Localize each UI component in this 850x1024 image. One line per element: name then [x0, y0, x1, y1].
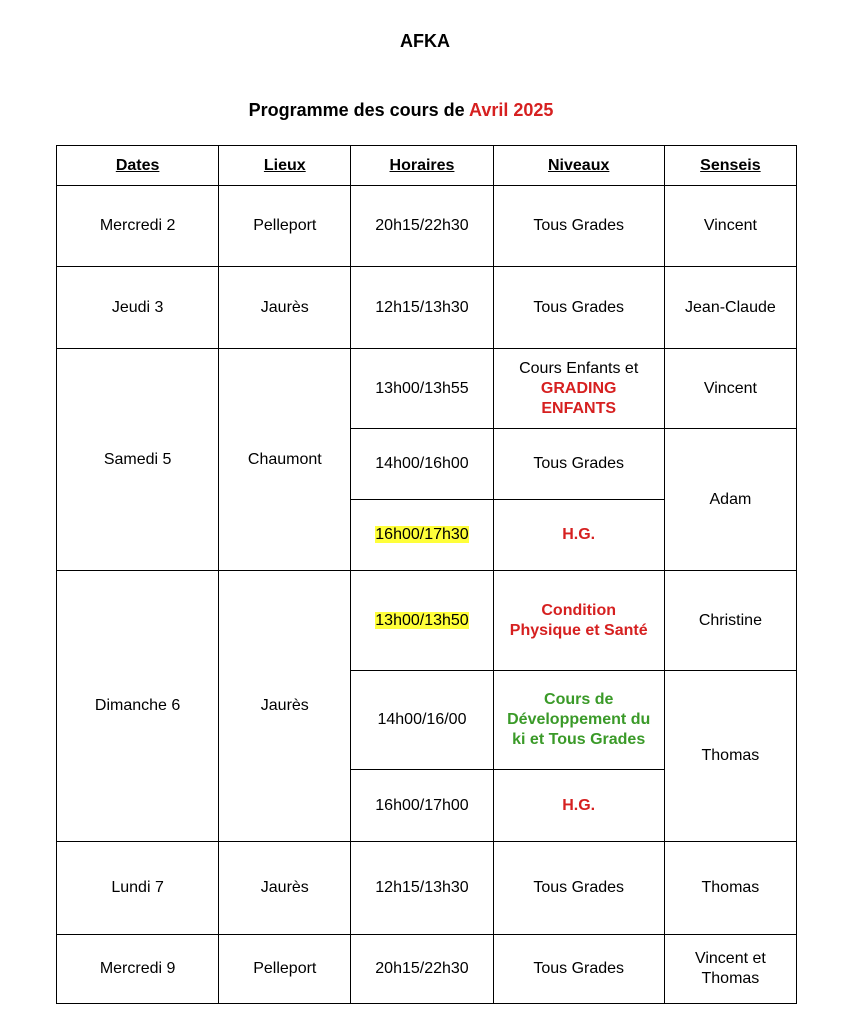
- niveau-cell: Tous Grades: [493, 186, 664, 267]
- highlighted-time: 13h00/13h50: [375, 611, 469, 629]
- niveau-line: GRADING: [540, 379, 617, 397]
- niveau-line: Développement du: [507, 711, 651, 728]
- date-cell: Samedi 5: [57, 349, 219, 571]
- niveau-cell: [493, 349, 664, 429]
- sensei-line: Vincent et: [694, 950, 766, 967]
- niveau-line: Condition: [541, 601, 616, 619]
- horaire-cell: 12h15/13h30: [351, 842, 493, 935]
- table-row: [57, 349, 797, 429]
- date-cell: Mercredi 2: [57, 186, 219, 267]
- lieu-cell: Chaumont: [219, 349, 351, 571]
- sensei-cell: Jean-Claude: [664, 267, 796, 349]
- lieu-cell: Jaurès: [219, 267, 351, 349]
- header-dates: Dates: [57, 146, 219, 186]
- horaire-cell: 13h00/13h55: [351, 349, 493, 429]
- sensei-cell: Vincent: [664, 349, 796, 429]
- horaire-cell: 20h15/22h30: [351, 935, 493, 1004]
- page-title: [0, 100, 802, 121]
- header-niveaux: Niveaux: [493, 146, 664, 186]
- date-cell: Dimanche 6: [57, 571, 219, 842]
- table-row: [57, 842, 797, 935]
- header-horaires: Horaires: [351, 146, 493, 186]
- date-cell: Mercredi 9: [57, 935, 219, 1004]
- table-row: [57, 267, 797, 349]
- lieu-cell: Pelleport: [219, 186, 351, 267]
- niveau-line: Cours de: [544, 691, 614, 708]
- horaire-cell: [351, 500, 493, 571]
- horaire-cell: 12h15/13h30: [351, 267, 493, 349]
- niveau-cell: Tous Grades: [493, 935, 664, 1004]
- sensei-cell: Vincent: [664, 186, 796, 267]
- table-row: [57, 186, 797, 267]
- niveau-line: ENFANTS: [541, 399, 617, 417]
- organization-name: AFKA: [400, 31, 450, 51]
- sensei-cell: Thomas: [664, 842, 796, 935]
- niveau-cell: H.G.: [493, 500, 664, 571]
- horaire-cell: 14h00/16/00: [351, 671, 493, 770]
- niveau-cell: [493, 671, 664, 770]
- header-senseis: Senseis: [664, 146, 796, 186]
- date-cell: Lundi 7: [57, 842, 219, 935]
- horaire-cell: 16h00/17h00: [351, 770, 493, 842]
- schedule-table: [56, 145, 797, 1004]
- niveau-cell: H.G.: [493, 770, 664, 842]
- horaire-cell: 20h15/22h30: [351, 186, 493, 267]
- header-row: [57, 146, 797, 186]
- niveau-cell: [493, 571, 664, 671]
- sensei-line: Thomas: [701, 970, 760, 987]
- title-month: Avril 2025: [469, 100, 554, 120]
- title-prefix: Programme des cours de: [248, 100, 469, 120]
- lieu-cell: Jaurès: [219, 842, 351, 935]
- niveau-line: ki et Tous Grades: [512, 731, 646, 748]
- niveau-cell: Tous Grades: [493, 267, 664, 349]
- lieu-cell: Pelleport: [219, 935, 351, 1004]
- niveau-cell: Tous Grades: [493, 429, 664, 500]
- horaire-cell: 14h00/16h00: [351, 429, 493, 500]
- table-row: [57, 571, 797, 671]
- header-lieux: Lieux: [219, 146, 351, 186]
- sensei-cell: [664, 935, 796, 1004]
- horaire-cell: [351, 571, 493, 671]
- table-row: [57, 935, 797, 1004]
- lieu-cell: Jaurès: [219, 571, 351, 842]
- sensei-cell: Thomas: [664, 671, 796, 842]
- sensei-cell: Adam: [664, 429, 796, 571]
- niveau-line: Physique et Santé: [509, 621, 648, 639]
- niveau-line: Cours Enfants et: [519, 359, 639, 377]
- date-cell: Jeudi 3: [57, 267, 219, 349]
- niveau-cell: Tous Grades: [493, 842, 664, 935]
- sensei-cell: Christine: [664, 571, 796, 671]
- highlighted-time: 16h00/17h30: [375, 526, 469, 543]
